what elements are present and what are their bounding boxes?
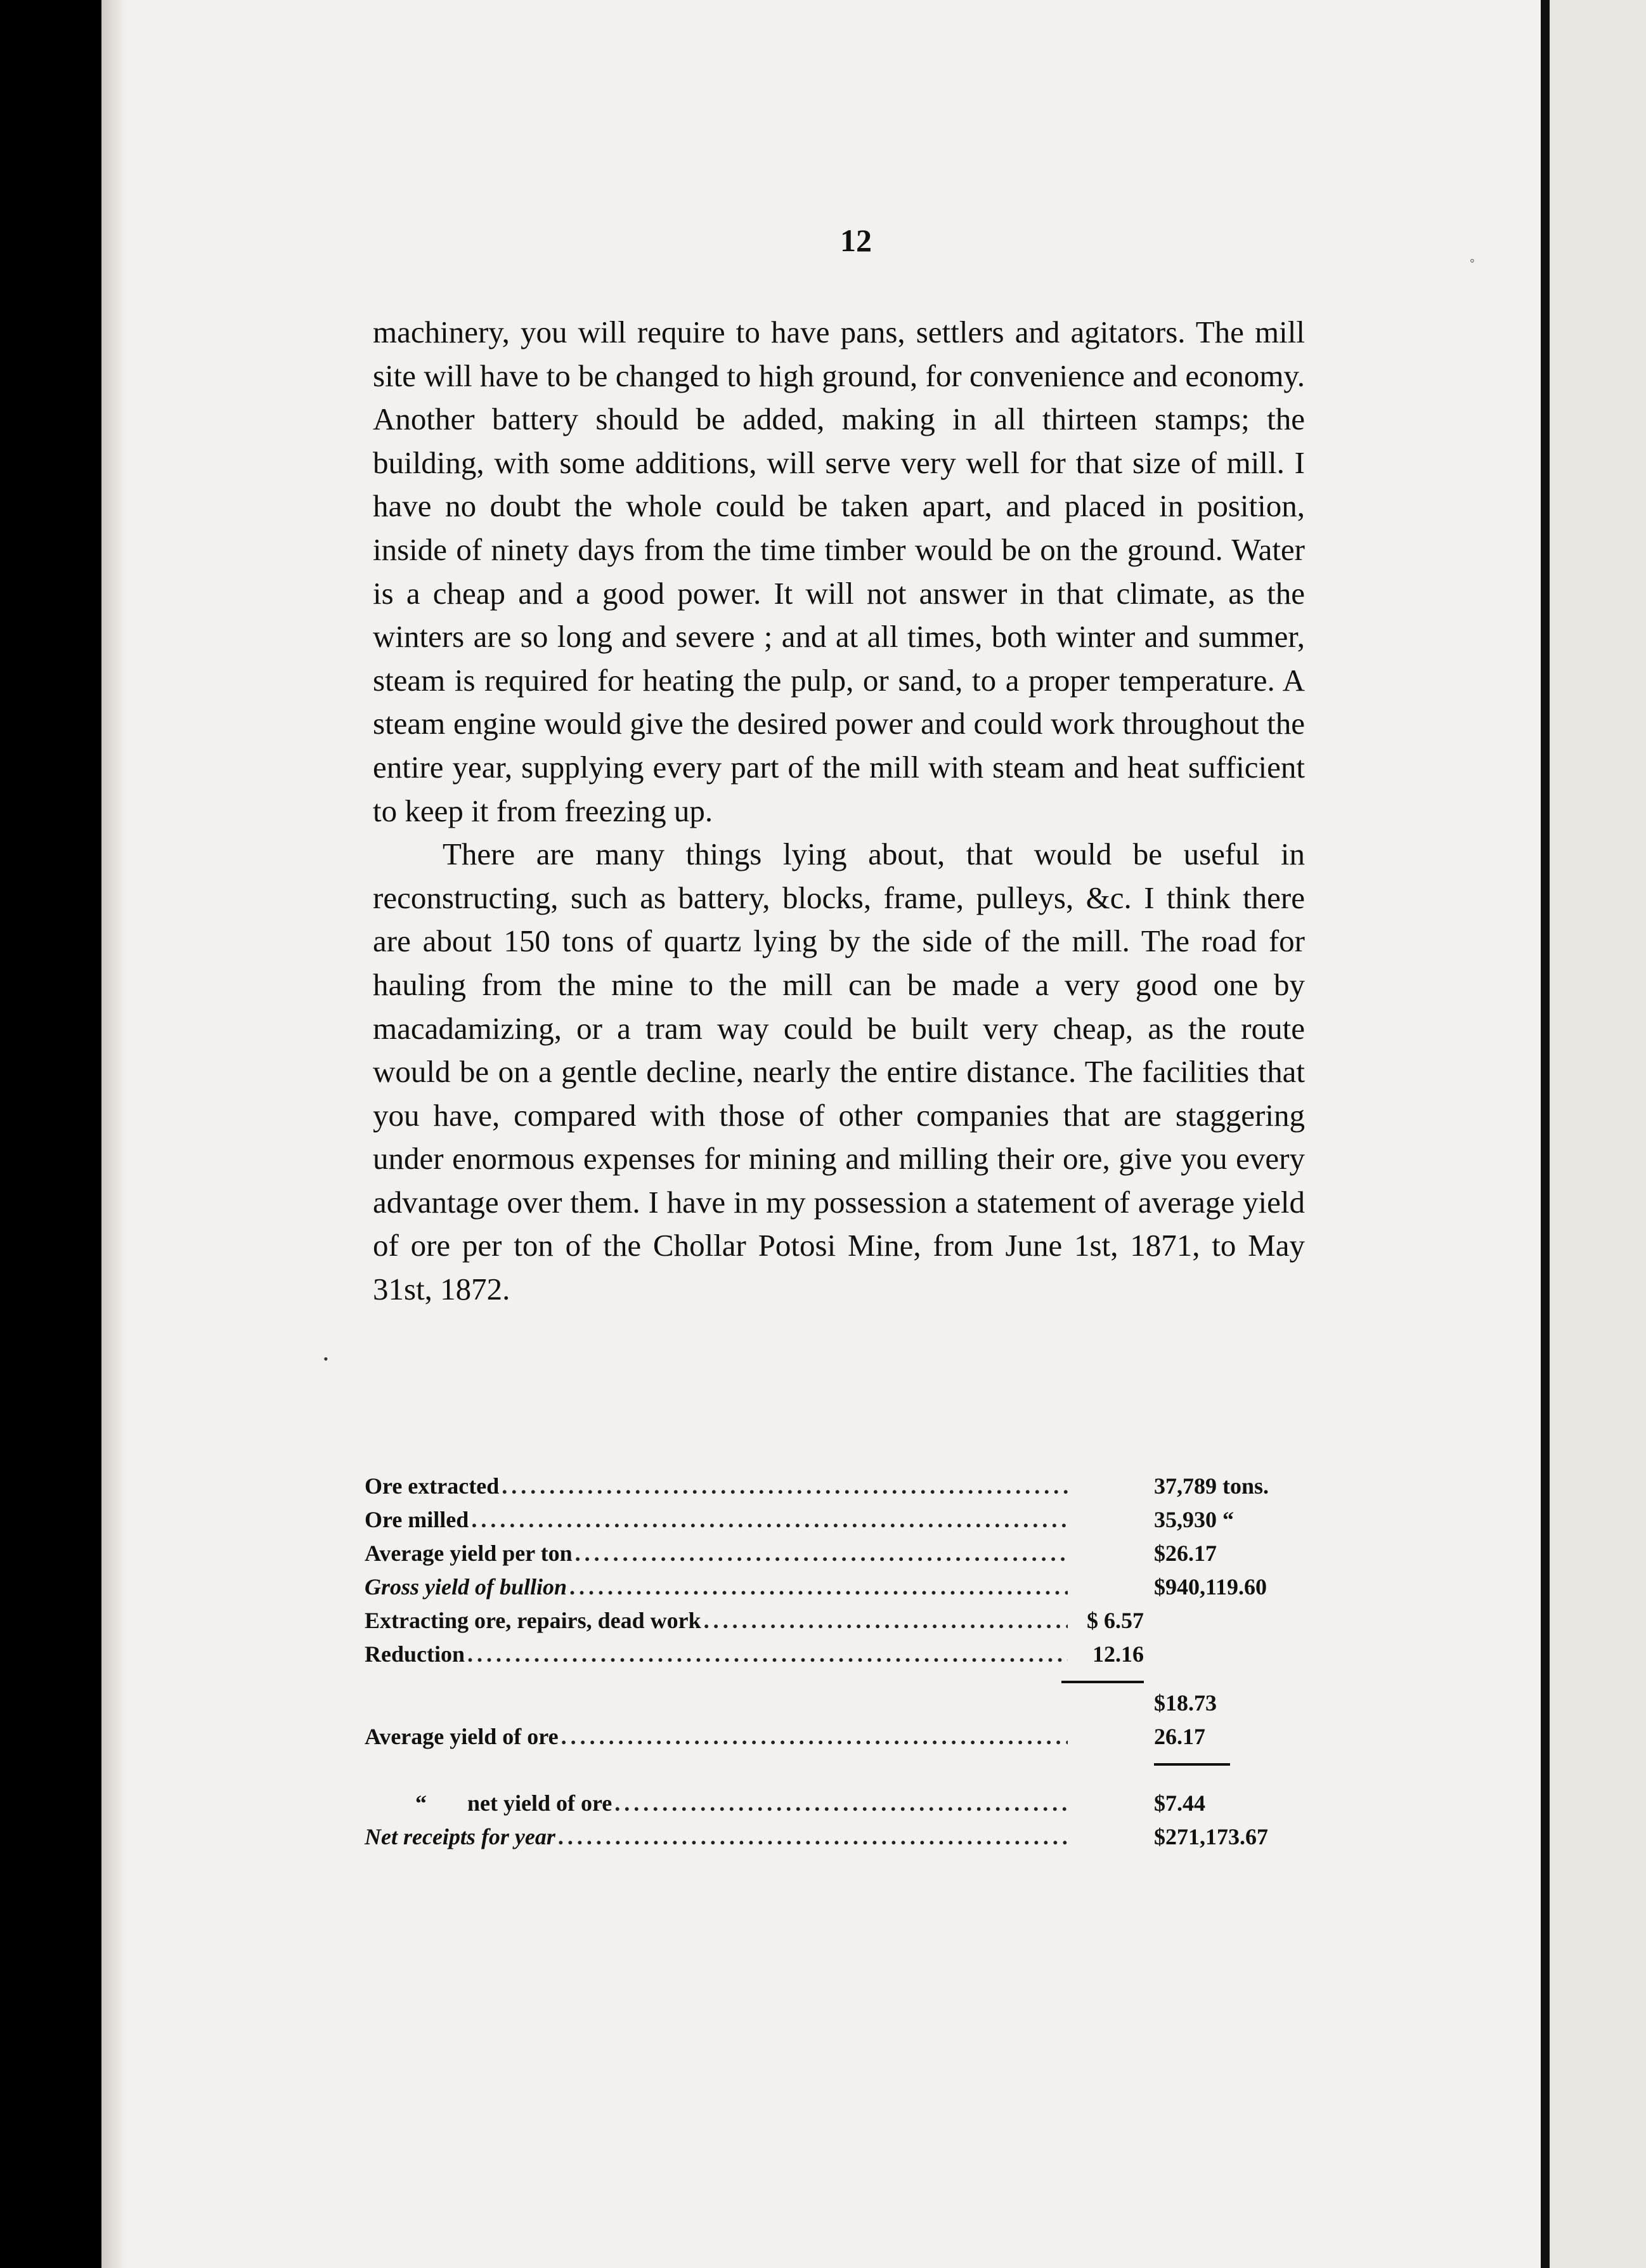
ditto-mark: “ [415,1790,427,1816]
leader-dots [612,1790,1068,1816]
row-value: $940,119.60 [1154,1574,1267,1600]
row-subvalue: $ 6.57 [1087,1608,1144,1633]
book-gutter [1541,0,1550,2268]
row-subvalue: 12.16 [1092,1641,1144,1667]
row-label: Net receipts for year [365,1824,555,1849]
paragraph-1: machinery, you will require to have pans, settlers and agitators. The mill site will have to be changed to high ground, for convenience and economy. Another battery should be added, making in all thirteen stamps; the building, with some additions, will serve very well for that size of mill. I have no doubt the whole could be taken apart, and placed in position, inside of ninety days from the time timber would be on the ground. Water is a cheap and a good power. It will not answer in that climate, as the winters are so long and severe ; and at all times, both winter and summer, steam is required for heating the pulp, or sand, to a proper temperature. A steam engine would give the desired power and could work throughout the entire year, supplying every part of the mill with steam and heat sufficient to keep it from freezing up. [373,315,1305,828]
table-row-average-yield-per-ton [365,1540,1306,1574]
table-row-net-yield [365,1790,1306,1823]
yield-statement-table [365,1473,1306,1857]
row-label: Ore milled [365,1507,469,1532]
body-text [373,311,1305,1312]
row-value: $7.44 [1154,1790,1205,1816]
row-value: 35,930 “ [1154,1507,1234,1532]
table-row-net-receipts [365,1823,1306,1857]
table-row-ore-milled [365,1506,1306,1540]
row-label: Reduction [365,1641,465,1667]
row-label [365,1790,612,1816]
row-label: Ore extracted [365,1473,500,1499]
row-label: Gross yield of bullion [365,1574,567,1600]
row-value: $271,173.67 [1154,1824,1268,1849]
leader-dots [555,1823,1068,1850]
row-value: 26.17 [1154,1724,1205,1749]
table-row-reduction [365,1641,1306,1674]
table-row-subtotal [365,1690,1306,1723]
row-label: Average yield of ore [365,1724,559,1749]
average-rule [365,1757,1306,1772]
paragraph-2: There are many things lying about, that would be useful in reconstructing, such as battery, blocks, frame, pulleys, &c. I think there are about 150 tons of quartz lying by the side of the mill. The road for hauling from the mine to the mill can be made a very good one by macadamizing, or a tram way could be built very cheap, as the route would be on a gentle decline, nearly the entire distance. The facilities that you have, compared with those of other companies that are staggering under enormous expenses for mining and milling their ore, give you every advantage over them. I have in my possession a statement of average yield of ore per ton of the Chollar Potosi Mine, from June 1st, 1871, to May 31st, 1872. [373,837,1305,1307]
row-value: $26.17 [1154,1541,1217,1566]
specks: ◦ [1470,252,1475,268]
leader-dots [701,1607,1068,1634]
net-yield-label: net yield of ore [467,1790,612,1816]
table-row-average-yield-of-ore [365,1723,1306,1757]
table-row-extracting-ore [365,1607,1306,1641]
leader-dots [567,1574,1068,1600]
specks: • [323,1351,328,1367]
page-number: 12 [840,223,872,258]
page-edge-shadow [101,0,127,2268]
leader-dots [559,1723,1068,1750]
subtotal-value: $18.73 [1154,1690,1217,1716]
leader-dots [499,1473,1068,1499]
leader-dots [573,1540,1068,1567]
table-row-gross-yield [365,1574,1306,1607]
subtotal-rule [365,1674,1306,1690]
row-label: Average yield per ton [365,1541,573,1566]
leader-dots [465,1641,1068,1667]
leader-dots [469,1506,1068,1533]
sum-line [1154,1763,1230,1766]
adjacent-page-edge [1550,0,1646,2268]
row-value: 37,789 tons. [1154,1473,1269,1499]
table-row-ore-extracted [365,1473,1306,1506]
row-label: Extracting ore, repairs, dead work [365,1608,701,1633]
sum-line [1061,1681,1144,1683]
